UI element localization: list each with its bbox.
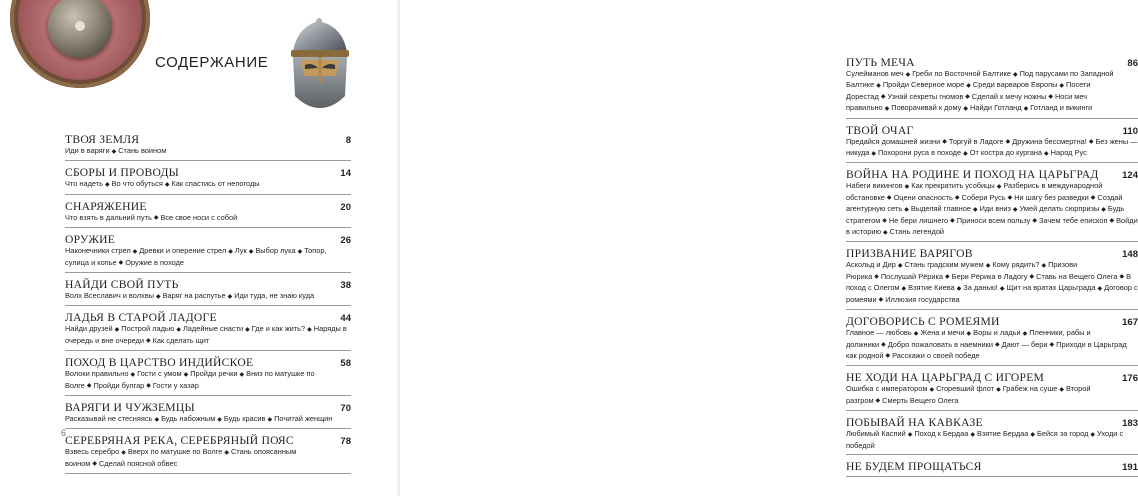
diamond-bullet-icon: ◆ [996, 183, 1002, 190]
subsection-item: Почитай женщин [274, 414, 333, 424]
toc-entry[interactable] [846, 124, 1138, 164]
subsection-item: Взятие Бердаа [976, 429, 1029, 439]
chapter-title[interactable]: ТВОЙ ОЧАГ [846, 123, 914, 137]
diamond-bullet-icon: ◆ [905, 71, 911, 78]
subsection-item: Войди в историю [846, 215, 1138, 237]
subsection-item: Среди варваров Европы [972, 80, 1058, 90]
toc-entry-header [846, 247, 1138, 260]
subsection-item: Носи меч правильно [846, 91, 1088, 113]
diamond-bullet-icon: ◆ [944, 274, 950, 281]
toc-entry-header [846, 168, 1138, 181]
toc-entry[interactable] [65, 434, 351, 474]
diamond-bullet-icon: ◆ [297, 248, 303, 255]
subsection-item: Ладейные снасти [182, 324, 244, 334]
subsection-item: Наконечники стрел [65, 246, 131, 256]
toc-entry[interactable] [65, 401, 351, 429]
chapter-subsections [65, 213, 351, 224]
diamond-bullet-icon: ◆ [901, 285, 907, 292]
subsection-item: Договор с ромеями [846, 283, 1138, 304]
subsection-item: Где и как жить? [251, 324, 306, 334]
toc-entry-header [846, 315, 1138, 328]
diamond-bullet-icon: ◆ [956, 285, 962, 292]
diamond-bullet-icon: ◆ [1090, 431, 1096, 438]
toc-entry[interactable] [846, 247, 1138, 310]
subsection-item: Стань воином [118, 146, 167, 155]
subsection-item: Наряды в очередь и вне очереди [65, 324, 347, 345]
subsection-item: Второй разгром [846, 384, 1091, 405]
diamond-bullet-icon: ◆ [970, 431, 975, 438]
subsection-item: Воры и ладьи [973, 328, 1021, 338]
subsection-item: Не бери лишнего [888, 215, 949, 225]
chapter-title[interactable]: ПОБЫВАЙ НА КАВКАЗЕ [846, 416, 983, 430]
diamond-bullet-icon: ◆ [1005, 139, 1011, 146]
subsection-item: Гости с умом [137, 369, 182, 379]
diamond-bullet-icon: ◆ [105, 181, 110, 188]
subsection-item: Найди Готланд [970, 103, 1022, 113]
subsection-item: Иди вниз [979, 204, 1011, 214]
subsection-item: Как сделать щит [152, 335, 210, 345]
subsection-item: Иди туда, не знаю куда [234, 291, 315, 301]
subsection-item: Главное — любовь [846, 328, 912, 338]
shield-boss [48, 0, 112, 58]
diamond-bullet-icon: ◆ [228, 248, 233, 255]
chapter-title[interactable]: ЛАДЬЯ В СТАРОЙ ЛАДОГЕ [65, 311, 217, 325]
chapter-page-number: 44 [340, 313, 351, 325]
subsection-item: Волоки правильно [65, 369, 129, 379]
subsection-item: Как спастись от непогоды [171, 179, 260, 189]
subsection-item: Расказывай не стесняясь [65, 414, 153, 424]
diamond-bullet-icon: ◆ [878, 297, 884, 304]
toc-entry-header [846, 460, 1138, 473]
diamond-bullet-icon: ◆ [904, 206, 909, 213]
chapter-title[interactable]: СНАРЯЖЕНИЕ [65, 199, 147, 213]
subsection-item: Любимый Каспий [846, 429, 906, 439]
subsection-item: Пройди булгар [93, 380, 145, 390]
toc-entry-header [65, 356, 351, 369]
toc-entry[interactable] [65, 166, 351, 194]
subsection-item: Вверх по матушке по Волге [127, 447, 223, 457]
subsection-item: Найди друзей [65, 324, 113, 334]
chapter-title[interactable]: НЕ БУДЕМ ПРОЩАТЬСЯ [846, 459, 982, 473]
subsection-item: Ни шагу без разведки [1014, 192, 1089, 202]
toc-entry-header [65, 200, 351, 213]
diamond-bullet-icon: ◆ [1023, 105, 1029, 112]
diamond-bullet-icon: ◆ [183, 371, 189, 378]
subsection-item: Во что обуться [111, 179, 163, 189]
chapter-subsections [65, 179, 351, 190]
subsection-item: Послушай Рёрика [880, 271, 943, 281]
diamond-bullet-icon: ◆ [130, 371, 136, 378]
chapter-title[interactable]: ТВОЯ ЗЕМЛЯ [65, 133, 140, 146]
toc-entry-header [65, 278, 351, 291]
chapter-title[interactable]: ВОЙНА НА РОДИНЕ И ПОХОД НА ЦАРЬГРАД [846, 168, 1099, 182]
diamond-bullet-icon: ◆ [876, 82, 881, 89]
toc-entry-header [65, 434, 351, 447]
page-number: 6 [61, 428, 67, 438]
subsection-item: Аскольд и Дир [846, 260, 896, 270]
chapter-page-number: 8 [345, 135, 351, 146]
subsection-item: Выделяй главное [910, 204, 971, 214]
toc-entry[interactable] [846, 315, 1138, 366]
diamond-bullet-icon: ◆ [1088, 139, 1094, 146]
diamond-bullet-icon: ◆ [1012, 206, 1018, 213]
subsection-item: Кому рядить? [992, 260, 1040, 270]
diamond-bullet-icon: ◆ [1049, 342, 1055, 348]
chapter-title[interactable]: СБОРЫ И ПРОВОДЫ [65, 166, 180, 180]
diamond-bullet-icon: ◆ [996, 386, 1001, 393]
chapter-page-number: 183 [1122, 418, 1138, 430]
diamond-bullet-icon: ◆ [132, 248, 138, 255]
chapter-title[interactable]: ДОГОВОРИСЬ С РОМЕЯМИ [846, 315, 1000, 329]
chapter-page-number: 191 [1122, 461, 1138, 473]
toc-entry-header [65, 166, 351, 179]
diamond-bullet-icon: ◆ [176, 326, 181, 333]
round-shield-illustration [10, 0, 150, 88]
toc-entry[interactable] [65, 278, 351, 306]
subsection-item: Готланд и викинги [1030, 103, 1093, 113]
subsection-item: Похорони руса в походе [878, 148, 962, 158]
diamond-bullet-icon: ◆ [884, 105, 890, 112]
diamond-bullet-icon: ◆ [1041, 262, 1047, 269]
subsection-item: Собери Русь [961, 192, 1006, 202]
diamond-bullet-icon: ◆ [267, 416, 273, 423]
subsection-item: Стань градским мужем [904, 260, 984, 270]
subsection-item: Грабеж на суше [1002, 384, 1058, 394]
diamond-bullet-icon: ◆ [111, 148, 117, 155]
diamond-bullet-icon: ◆ [1029, 274, 1035, 281]
diamond-bullet-icon: ◆ [897, 262, 903, 269]
diamond-bullet-icon: ◆ [245, 326, 250, 333]
chapter-title[interactable]: НАЙДИ СВОЙ ПУТЬ [65, 278, 179, 292]
subsection-item: Сделай к мечу ножны [971, 91, 1047, 101]
subsection-item: Оцени опасность [893, 192, 953, 202]
subsection-item: Дружина бессмертна! [1012, 136, 1087, 146]
subsection-item: Ставь на Вещего Олега [1036, 271, 1118, 281]
subsection-item: Торгуй в Ладоге [948, 136, 1004, 146]
chapter-title[interactable]: СЕРЕБРЯНАЯ РЕКА, СЕРЕБРЯНЫЙ ПОЯС [65, 434, 294, 448]
chapter-title[interactable]: ВАРЯГИ И ЧУЖЗЕМЦЫ [65, 401, 195, 415]
chapter-subsections [846, 260, 1138, 306]
diamond-bullet-icon: ◆ [963, 105, 969, 112]
diamond-bullet-icon: ◆ [966, 330, 972, 337]
subsection-item: Посети Дорестад [846, 80, 1091, 101]
subsection-item: Будь красив [223, 414, 266, 424]
chapter-title[interactable]: ПРИЗВАНИЕ ВАРЯГОВ [846, 247, 973, 261]
chapter-subsections [846, 384, 1138, 407]
subsection-item: Бери Рёрика в Ладогу [951, 271, 1028, 281]
diamond-bullet-icon: ◆ [1022, 330, 1028, 337]
left-page [0, 0, 400, 496]
subsection-item: Лук [234, 246, 247, 256]
diamond-bullet-icon: ◆ [164, 181, 170, 188]
diamond-bullet-icon: ◆ [155, 293, 161, 300]
diamond-bullet-icon: ◆ [885, 353, 891, 360]
diamond-bullet-icon: ◆ [145, 338, 151, 345]
chapter-page-number: 148 [1122, 249, 1138, 261]
diamond-bullet-icon: ◆ [239, 371, 245, 378]
diamond-bullet-icon: ◆ [1119, 274, 1125, 281]
diamond-bullet-icon: ◆ [146, 383, 151, 390]
diamond-bullet-icon: ◆ [954, 195, 960, 202]
subsection-item: Будь стратегом [846, 204, 1125, 225]
toc-entry[interactable] [846, 56, 1138, 119]
subsection-item: Умей делать сюрпризы [1019, 204, 1100, 214]
toc-left-column [65, 133, 351, 474]
chapter-subsections [65, 369, 351, 392]
subsection-item: Без жены — никуда [846, 136, 1138, 158]
subsection-item: За данью! [963, 283, 998, 293]
subsection-item: Как прекратить усобицы [911, 181, 995, 191]
diamond-bullet-icon: ◆ [153, 215, 159, 222]
chapter-subsections [846, 429, 1138, 451]
diamond-bullet-icon: ◆ [227, 293, 233, 300]
subsection-item: Зачем тебе епископ [1038, 215, 1108, 225]
toc-entry[interactable] [65, 356, 351, 396]
toc-entry-header [846, 371, 1138, 384]
diamond-bullet-icon: ◆ [1032, 218, 1037, 225]
chapter-page-number: 124 [1122, 170, 1138, 182]
subsection-item: Народ Рус [1050, 148, 1087, 158]
subsection-item: Сделай поясной обвес [98, 458, 178, 468]
subsection-item: Сулейманов меч [846, 69, 904, 78]
subsection-item: Добро пожаловать в наемники [887, 339, 994, 349]
diamond-bullet-icon: ◆ [1097, 285, 1103, 292]
subsection-item: Топор, сулица и копье [65, 246, 327, 267]
chapter-subsections [65, 324, 351, 347]
subsection-item: Разберись в международной обстановке [846, 181, 1103, 202]
subsection-item: Взятие Киева [908, 283, 955, 293]
toc-entry[interactable] [846, 416, 1138, 455]
toc-entry[interactable] [846, 168, 1138, 242]
chapter-title[interactable]: ПОХОД В ЦАРСТВО ИНДИЙСКОЕ [65, 356, 254, 370]
chapter-title[interactable]: ОРУЖИЕ [65, 233, 116, 247]
subsection-item: Под парусами по Западной Балтике [846, 69, 1114, 90]
chapter-subsections [846, 181, 1138, 238]
subsection-item: Узнай секреты гномов [887, 91, 964, 101]
diamond-bullet-icon: ◆ [995, 342, 1000, 348]
diamond-bullet-icon: ◆ [942, 139, 947, 146]
chapter-title[interactable]: ПУТЬ МЕЧА [846, 56, 915, 69]
diamond-bullet-icon: ◆ [1059, 386, 1065, 393]
diamond-bullet-icon: ◆ [999, 285, 1005, 292]
chapter-page-number: 70 [340, 403, 351, 415]
diamond-bullet-icon: ◆ [871, 150, 877, 157]
subsection-item: Расскажи о своей победе [892, 350, 980, 360]
diamond-bullet-icon: ◆ [1101, 206, 1106, 213]
subsection-item: Пройди речки [190, 369, 238, 379]
diamond-bullet-icon: ◆ [1007, 195, 1013, 202]
toc-entry[interactable] [65, 311, 351, 351]
diamond-bullet-icon: ◆ [121, 449, 126, 456]
chapter-page-number: 176 [1122, 373, 1138, 385]
subsection-item: Набеги викингов [846, 181, 903, 191]
chapter-page-number: 86 [1127, 58, 1138, 69]
subsection-item: Предайся домашней жизни [846, 136, 941, 146]
toc-entry-header [65, 233, 351, 246]
chapter-subsections [65, 447, 351, 470]
subsection-item: От костра до кургана [969, 148, 1043, 158]
chapter-subsections [65, 414, 351, 425]
diamond-bullet-icon: ◆ [875, 398, 881, 405]
diamond-bullet-icon: ◆ [118, 260, 124, 267]
subsection-item: Пленники, рабы и должники [846, 328, 1091, 349]
chapter-subsections [846, 137, 1138, 160]
diamond-bullet-icon: ◆ [1030, 431, 1036, 438]
toc-entry-header [65, 133, 351, 146]
subsection-item: Смерть Вещего Олега [882, 395, 959, 405]
diamond-bullet-icon: ◆ [224, 449, 229, 456]
subsection-item: Ошибка с императором [846, 384, 928, 394]
toc-entry[interactable] [846, 371, 1138, 411]
subsection-item: Греби по Восточной Балтике [912, 69, 1011, 78]
chapter-page-number: 167 [1122, 317, 1138, 329]
subsection-item: Варяг на распутье [162, 291, 226, 301]
subsection-item: Волх Всеславич и волхвы [65, 291, 154, 301]
subsection-item: Жена и мечи [920, 328, 965, 338]
toc-entry-header [846, 124, 1138, 137]
diamond-bullet-icon: ◆ [904, 183, 910, 190]
diamond-bullet-icon: ◆ [886, 195, 892, 202]
chapter-subsections [65, 246, 351, 269]
diamond-bullet-icon: ◆ [929, 386, 935, 393]
diamond-bullet-icon: ◆ [883, 229, 888, 236]
diamond-bullet-icon: ◆ [248, 248, 254, 255]
toc-entry[interactable] [846, 460, 1138, 477]
diamond-bullet-icon: ◆ [880, 94, 886, 101]
toc-entry-header [65, 401, 351, 414]
toc-entry[interactable] [65, 133, 351, 161]
diamond-bullet-icon: ◆ [985, 262, 991, 269]
diamond-bullet-icon: ◆ [965, 94, 970, 101]
subsection-item: Что взять в дальний путь [65, 212, 152, 222]
chapter-subsections [65, 146, 351, 157]
toc-entry[interactable] [65, 233, 351, 273]
subsection-item: Все свое носи с собой [160, 212, 238, 222]
diamond-bullet-icon: ◆ [1109, 218, 1115, 225]
subsection-item: Построй ладью [121, 324, 175, 334]
subsection-item: Стань легендой [889, 227, 945, 237]
subsection-item: Иллюзия государства [885, 294, 960, 304]
subsection-item: Уходи с победой [846, 429, 1124, 450]
subsection-item: Дают — бери [1001, 339, 1048, 349]
chapter-page-number: 38 [340, 280, 351, 292]
subsection-item: Призови Рюрика [846, 260, 1078, 281]
diamond-bullet-icon: ◆ [217, 416, 222, 423]
subsection-item: Пройди Северное море [882, 80, 965, 90]
subsection-item: Щит на вратах Царьграда [1006, 283, 1096, 293]
diamond-bullet-icon: ◆ [1012, 71, 1018, 78]
subsection-item: Бейся за город [1037, 429, 1089, 439]
subsection-item: Гости у хазар [152, 380, 199, 390]
diamond-bullet-icon: ◆ [972, 206, 978, 213]
diamond-bullet-icon: ◆ [881, 342, 886, 348]
toc-entry-header [846, 56, 1138, 69]
subsection-item: Поход к Бердаа [914, 429, 969, 439]
subsection-item: Приходи в Царьград как родной [846, 339, 1127, 360]
toc-entry-header [65, 311, 351, 324]
subsection-item: Сгоревший флот [936, 384, 995, 394]
chapter-page-number: 26 [340, 235, 351, 247]
diamond-bullet-icon: ◆ [882, 218, 887, 225]
subsection-item: Древки и оперение стрел [139, 246, 227, 256]
shield-boss-tip [75, 21, 85, 31]
chapter-page-number: 14 [340, 168, 351, 180]
chapter-subsections [846, 328, 1138, 362]
diamond-bullet-icon: ◆ [86, 383, 92, 390]
diamond-bullet-icon: ◆ [1059, 82, 1065, 89]
subsection-item: В поход с Олегом [846, 271, 1132, 293]
subsection-item: Выбор лука [255, 246, 296, 256]
toc-right-column [846, 56, 1138, 477]
toc-entry[interactable] [65, 200, 351, 228]
toc-entry-header [846, 416, 1138, 429]
diamond-bullet-icon: ◆ [950, 218, 955, 225]
diamond-bullet-icon: ◆ [307, 326, 312, 333]
subsection-item: Вниз по матушке по Волге [65, 369, 315, 390]
diamond-bullet-icon: ◆ [1048, 94, 1053, 101]
chapter-page-number: 20 [340, 201, 351, 213]
chapter-page-number: 58 [340, 358, 351, 370]
subsection-item: Поворачивай к дому [891, 103, 962, 113]
diamond-bullet-icon: ◆ [963, 150, 968, 157]
subsection-item: Что надеть [65, 179, 103, 189]
subsection-item: Иди в варяги [65, 146, 110, 155]
page-title: СОДЕРЖАНИЕ [155, 54, 269, 71]
subsection-item: Создай агентурную сеть [846, 192, 1123, 214]
subsection-item: Будь набожным [161, 414, 216, 424]
helmet-illustration [283, 16, 357, 110]
diamond-bullet-icon: ◆ [907, 431, 913, 438]
diamond-bullet-icon: ◆ [154, 416, 160, 423]
diamond-bullet-icon: ◆ [913, 330, 919, 337]
chapter-title[interactable]: НЕ ХОДИ НА ЦАРЬГРАД С ИГОРЕМ [846, 371, 1045, 385]
diamond-bullet-icon: ◆ [114, 326, 120, 333]
diamond-bullet-icon: ◆ [92, 461, 97, 468]
chapter-subsections [65, 291, 351, 302]
subsection-item: Приноси всем пользу [956, 215, 1031, 225]
subsection-item: Стань опоясанным воином [65, 447, 297, 468]
chapter-page-number: 78 [340, 436, 351, 448]
chapter-page-number: 110 [1122, 125, 1138, 137]
diamond-bullet-icon: ◆ [966, 82, 971, 89]
subsection-item: Оружие в походе [125, 257, 185, 267]
diamond-bullet-icon: ◆ [1090, 195, 1096, 202]
diamond-bullet-icon: ◆ [874, 274, 879, 281]
right-page [400, 0, 1138, 496]
subsection-item: Взвесь серебро [65, 447, 120, 457]
diamond-bullet-icon: ◆ [1044, 150, 1049, 157]
chapter-subsections [846, 69, 1138, 115]
